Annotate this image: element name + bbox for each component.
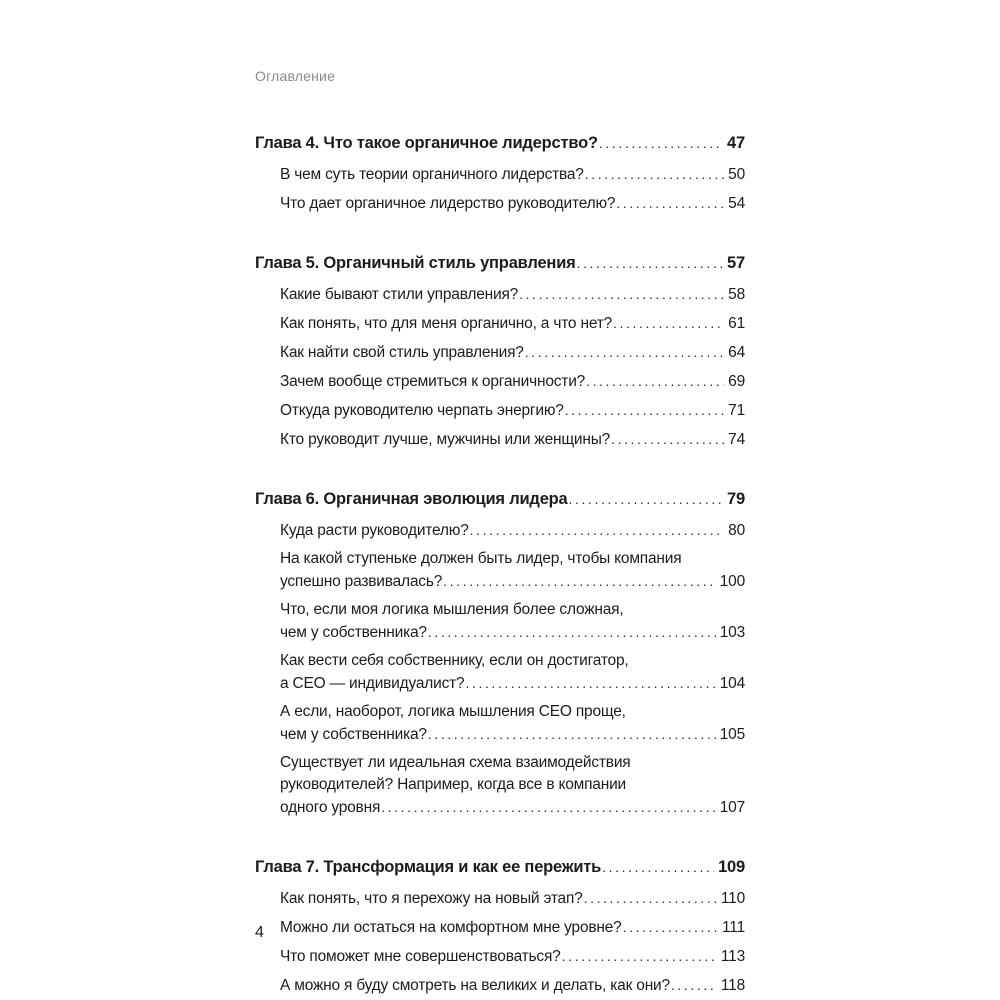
toc-item-entry <box>255 312 745 335</box>
entry-last-line <box>280 672 745 695</box>
entry-last-line <box>280 974 745 997</box>
dot-leader <box>569 488 724 510</box>
page-ref: 61 <box>728 315 745 332</box>
page-ref: 57 <box>727 254 745 272</box>
page-ref: 118 <box>720 977 745 994</box>
page-ref: 50 <box>728 166 745 183</box>
entry-last-line <box>280 945 745 968</box>
toc-item-entry <box>255 599 745 644</box>
entry-text: Что поможет мне совершенствоваться? <box>280 948 561 965</box>
page-ref: 103 <box>719 624 745 641</box>
entry-text: Можно ли остаться на комфортном мне уровне? <box>280 919 622 936</box>
toc-item-entry <box>255 370 745 393</box>
entry-text: Глава 7. Трансформация и как ее пережить <box>255 858 602 876</box>
entry-last-line <box>255 252 745 274</box>
dot-leader <box>599 132 723 154</box>
entry-last-line <box>280 887 745 910</box>
running-header: Оглавление <box>255 68 336 84</box>
page-ref: 109 <box>718 858 745 876</box>
entry-text: Какие бывают стили управления? <box>280 286 519 303</box>
page-ref: 80 <box>728 522 745 539</box>
toc-item-entry <box>255 887 745 910</box>
dot-leader <box>616 192 724 215</box>
toc-section <box>255 856 745 997</box>
toc-chapter-entry <box>255 252 745 274</box>
entry-last-line <box>280 519 745 542</box>
dot-leader <box>613 312 724 335</box>
entry-text: Куда расти руководителю? <box>280 522 469 539</box>
entry-last-line <box>280 163 745 186</box>
page-ref: 100 <box>719 573 745 590</box>
dot-leader <box>465 672 715 695</box>
page-ref: 64 <box>728 344 745 361</box>
dot-leader <box>525 341 724 364</box>
entry-text: Что дает органичное лидерство руководителю? <box>280 195 616 212</box>
page-ref: 104 <box>719 675 745 692</box>
entry-text: Глава 4. Что такое органичное лидерство? <box>255 134 598 152</box>
toc-item-entry <box>255 945 745 968</box>
dot-leader <box>586 370 724 393</box>
entry-last-line <box>280 428 745 451</box>
page-ref: 105 <box>719 726 745 743</box>
entry-text: В чем суть теории органичного лидерства? <box>280 166 584 183</box>
entry-text: Как понять, что для меня органично, а что нет? <box>280 315 613 332</box>
entry-text-line: Как вести себя собственнику, если он достигатор, <box>280 652 629 669</box>
page-ref: 47 <box>727 134 745 152</box>
entry-last-line <box>255 132 745 154</box>
toc-section <box>255 252 745 451</box>
dot-leader <box>585 163 724 186</box>
toc-section <box>255 132 745 215</box>
entry-text: Глава 6. Органичная эволюция лидера <box>255 490 568 508</box>
toc-item-entry <box>255 752 745 819</box>
page-number-footer: 4 <box>255 924 264 941</box>
entry-last-line <box>280 341 745 364</box>
dot-leader <box>470 519 725 542</box>
toc-item-entry <box>255 399 745 422</box>
page-ref: 107 <box>719 799 745 816</box>
entry-text-line: Существует ли идеальная схема взаимодействия <box>280 754 631 771</box>
toc-item-entry <box>255 163 745 186</box>
page-ref: 113 <box>720 948 745 965</box>
entry-text: Как найти свой стиль управления? <box>280 344 524 361</box>
toc-item-entry <box>255 650 745 695</box>
toc-list <box>255 132 745 997</box>
entry-text-line: Что, если моя логика мышления более сложная, <box>280 601 624 618</box>
dot-leader <box>443 570 716 593</box>
dot-leader <box>671 974 717 997</box>
entry-text: Глава 5. Органичный стиль управления <box>255 254 576 272</box>
toc-item-entry <box>255 916 745 939</box>
entry-text: Откуда руководителю черпать энергию? <box>280 402 564 419</box>
page-ref: 110 <box>720 890 745 907</box>
entry-last-line <box>280 723 745 746</box>
page-ref: 69 <box>728 373 745 390</box>
toc-chapter-entry <box>255 488 745 510</box>
entry-last-line <box>255 488 745 510</box>
toc-item-entry <box>255 701 745 746</box>
dot-leader <box>519 283 724 306</box>
entry-text: одного уровня <box>280 799 381 816</box>
dot-leader <box>565 399 724 422</box>
entry-text: а CEO — индивидуалист? <box>280 675 465 692</box>
dot-leader <box>428 723 716 746</box>
entry-text: чем у собственника? <box>280 726 427 743</box>
page-ref: 54 <box>728 195 745 212</box>
entry-last-line <box>280 283 745 306</box>
entry-text-line: руководителей? Например, когда все в компании <box>280 776 626 793</box>
entry-last-line <box>280 916 745 939</box>
entry-last-line <box>280 570 745 593</box>
dot-leader <box>584 887 717 910</box>
toc-item-entry <box>255 283 745 306</box>
toc-item-entry <box>255 519 745 542</box>
toc-item-entry <box>255 192 745 215</box>
dot-leader <box>428 621 716 644</box>
page-ref: 79 <box>727 490 745 508</box>
page-ref: 58 <box>728 286 745 303</box>
dot-leader <box>611 428 724 451</box>
entry-text-line: А если, наоборот, логика мышления CEO проще, <box>280 703 626 720</box>
dot-leader <box>562 945 717 968</box>
toc-item-entry <box>255 548 745 593</box>
entry-text: успешно развивалась? <box>280 573 443 590</box>
toc-chapter-entry <box>255 132 745 154</box>
toc-item-entry <box>255 428 745 451</box>
entry-last-line <box>280 399 745 422</box>
entry-text: А можно я буду смотреть на великих и делать, как они? <box>280 977 670 994</box>
page-ref: 111 <box>722 919 745 936</box>
entry-text: Зачем вообще стремиться к органичности? <box>280 373 586 390</box>
entry-last-line <box>255 856 745 878</box>
entry-last-line <box>280 370 745 393</box>
toc-item-entry <box>255 974 745 997</box>
toc-section <box>255 488 745 819</box>
page-ref: 74 <box>728 431 745 448</box>
dot-leader <box>602 856 714 878</box>
entry-text: Кто руководит лучше, мужчины или женщины? <box>280 431 611 448</box>
entry-last-line <box>280 796 745 819</box>
toc-chapter-entry <box>255 856 745 878</box>
entry-text: Как понять, что я перехожу на новый этап? <box>280 890 583 907</box>
entry-last-line <box>280 312 745 335</box>
entry-last-line <box>280 192 745 215</box>
toc-item-entry <box>255 341 745 364</box>
page-ref: 71 <box>728 402 745 419</box>
dot-leader <box>577 252 723 274</box>
entry-text: чем у собственника? <box>280 624 427 641</box>
dot-leader <box>381 796 716 819</box>
entry-last-line <box>280 621 745 644</box>
dot-leader <box>623 916 718 939</box>
entry-text-line: На какой ступеньке должен быть лидер, чтобы компания <box>280 550 682 567</box>
